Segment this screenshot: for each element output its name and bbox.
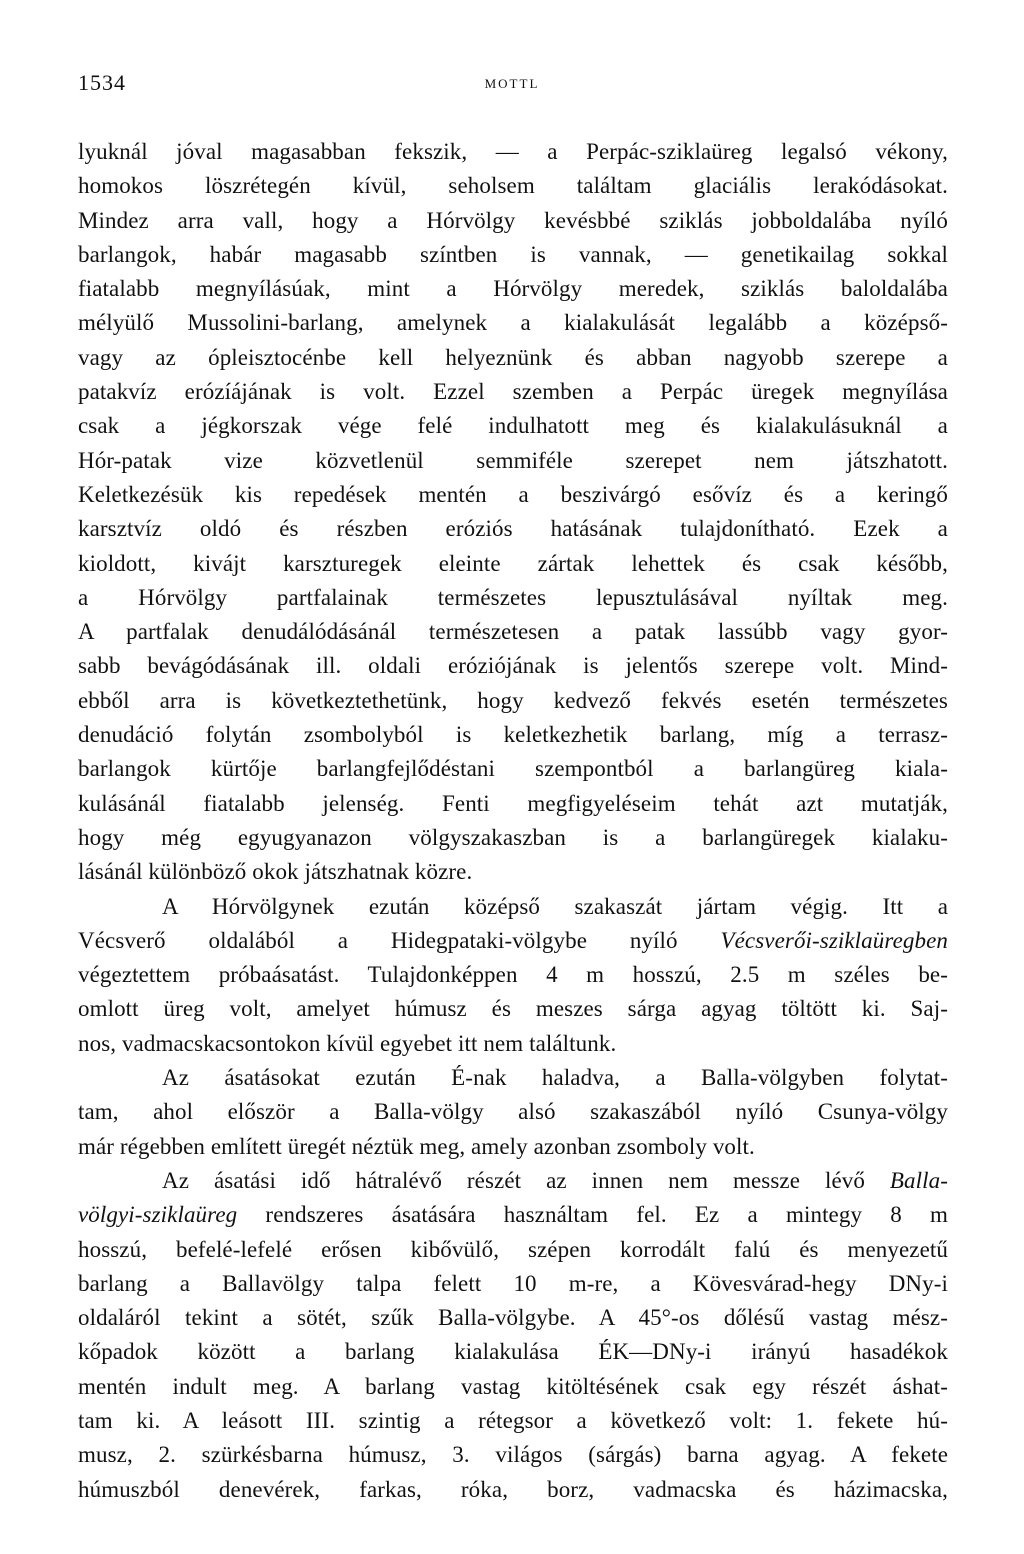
text-line: tam ki. A leásott III. szintig a rétegsor a következő volt: 1. fekete hú- bbox=[78, 1407, 948, 1433]
text-line: lásánál különböző okok játszhatnak közre. bbox=[78, 859, 473, 885]
italic-cave-name: völgyi-sziklaüreg bbox=[78, 1202, 238, 1228]
text-line: mentén indult meg. A barlang vastag kitöltésének csak egy részét áshat- bbox=[78, 1373, 948, 1399]
italic-cave-name: Vécsverői-sziklaüregben bbox=[720, 927, 948, 953]
line-text: Az ásatási idő hátralévő részét az innen nem messze lévő bbox=[162, 1167, 890, 1193]
text-line bbox=[78, 1198, 948, 1232]
text-line: kioldott, kivájt karszturegek eleinte zártak lehettek és csak később, bbox=[78, 550, 948, 576]
text-line: csak a jégkorszak vége felé indulhatott meg és kialakulásuknál a bbox=[78, 413, 948, 439]
body-text bbox=[78, 135, 948, 1507]
text-line: oldaláról tekint a sötét, szűk Balla-völgybe. A 45°-os dőlésű vastag mész- bbox=[78, 1305, 948, 1331]
text-line: homokos löszrétegén kívül, seholsem találtam glaciális lerakódásokat. bbox=[78, 173, 948, 199]
text-line: A Hórvölgynek ezután középső szakaszát jártam végig. Itt a bbox=[162, 893, 948, 919]
text-line: A partfalak denudálódásánál természetesen a patak lassúbb vagy gyor- bbox=[78, 619, 948, 645]
text-line: tam, ahol először a Balla-völgy alsó szakaszából nyíló Csunya-völgy bbox=[78, 1099, 948, 1125]
text-line: hosszú, befelé-lefelé erősen kibővülő, szépen korrodált falú és menyezetű bbox=[78, 1236, 948, 1262]
text-line: lyuknál jóval magasabban fekszik, — a Perpác-sziklaüreg legalsó vékony, bbox=[78, 139, 948, 164]
text-line: Keletkezésük kis repedések mentén a beszivárgó esővíz és a keringő bbox=[78, 481, 948, 507]
text-line: kőpadok között a barlang kialakulása ÉK—DNy-i irányú hasadékok bbox=[78, 1339, 948, 1365]
text-line bbox=[78, 1164, 948, 1198]
text-line: hogy még egyugyanazon völgyszakaszban is a barlangüregek kialaku- bbox=[78, 824, 948, 850]
text-line: sabb bevágódásának ill. oldali eróziójának is jelentős szerepe volt. Mind- bbox=[78, 653, 948, 679]
text-line: mélyülő Mussolini-barlang, amelynek a kialakulását legalább a középső- bbox=[78, 310, 948, 336]
text-line: már régebben említett üregét néztük meg, amely azonban zsomboly volt. bbox=[78, 1133, 755, 1159]
text-line: Mindez arra vall, hogy a Hórvölgy kevésbbé sziklás jobboldalába nyíló bbox=[78, 207, 948, 233]
text-line: ebből arra is következtethetünk, hogy kedvező fekvés esetén természetes bbox=[78, 687, 948, 713]
text-line: a Hórvölgy partfalainak természetes lepusztulásával nyíltak meg. bbox=[78, 584, 948, 610]
page-header bbox=[78, 70, 946, 100]
text-line: kulásánál fiatalabb jelenség. Fenti megfigyeléseim tehát azt mutatják, bbox=[78, 790, 948, 816]
text-line: karsztvíz oldó és részben eróziós hatásának tulajdonítható. Ezek a bbox=[78, 516, 948, 542]
line-text: rendszeres ásatására használtam fel. Ez a mintegy 8 m bbox=[237, 1202, 948, 1228]
running-head: MOTTL bbox=[484, 76, 540, 91]
text-line: omlott üreg volt, amelyet húmusz és meszes sárga agyag töltött ki. Saj- bbox=[78, 996, 948, 1022]
text-line: barlang a Ballavölgy talpa felett 10 m-re, a Kövesvárad-hegy DNy-i bbox=[78, 1270, 948, 1296]
text-line: végeztettem próbaásatást. Tulajdonképpen 4 m hosszú, 2.5 m széles be- bbox=[78, 962, 948, 988]
text-line: barlangok kürtője barlangfejlődéstani szempontból a barlangüreg kiala- bbox=[78, 756, 948, 782]
text-line: musz, 2. szürkésbarna húmusz, 3. világos (sárgás) barna agyag. A fekete bbox=[78, 1442, 948, 1468]
text-line: Az ásatásokat ezután É-nak haladva, a Balla-völgyben folytat- bbox=[162, 1065, 948, 1091]
text-line bbox=[78, 924, 948, 958]
text-line: vagy az ópleisztocénbe kell helyeznünk és abban nagyobb szerepe a bbox=[78, 344, 948, 370]
text-line: nos, vadmacskacsontokon kívül egyebet itt nem találtunk. bbox=[78, 1030, 617, 1056]
text-line: fiatalabb megnyílásúak, mint a Hórvölgy meredek, sziklás baloldalába bbox=[78, 276, 948, 302]
text-line: Hór-patak vize közvetlenül semmiféle szerepet nem játszhatott. bbox=[78, 447, 948, 473]
text-line: barlangok, habár magasabb színtben is vannak, — genetikailag sokkal bbox=[78, 241, 948, 267]
text-line: denudáció folytán zsombolyból is keletkezhetik barlang, míg a terrasz- bbox=[78, 722, 948, 748]
page-number: 1534 bbox=[78, 70, 126, 95]
text-line: patakvíz erózíájának is volt. Ezzel szemben a Perpác üregek megnyílása bbox=[78, 379, 948, 405]
text-line: húmuszból denevérek, farkas, róka, borz, vadmacska és házimacska, bbox=[78, 1476, 948, 1502]
line-text: Vécsverő oldalából a Hidegpataki-völgybe nyíló bbox=[78, 927, 721, 953]
italic-cave-name: Balla- bbox=[889, 1167, 948, 1193]
